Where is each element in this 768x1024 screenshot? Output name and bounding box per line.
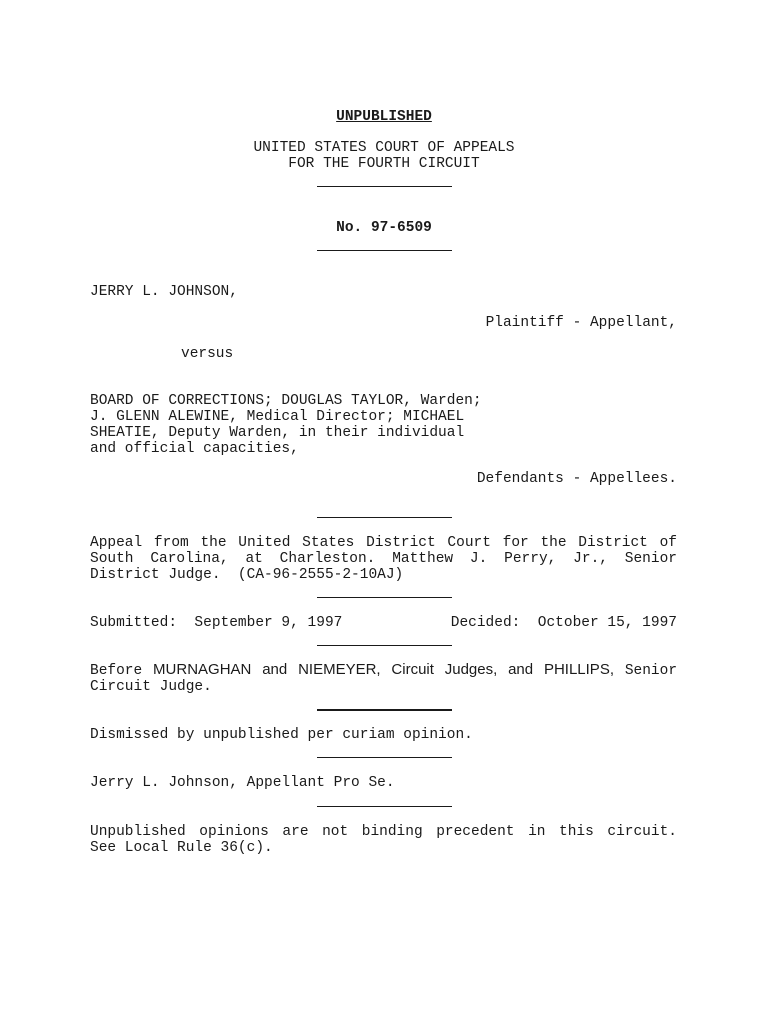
case-number: No. 97-6509 (336, 220, 432, 236)
judge-phillips: PHILLIPS, (543, 661, 614, 678)
divider-rule (317, 250, 452, 251)
divider-rule (317, 645, 452, 646)
divider-rule (317, 806, 452, 807)
divider-rule (317, 757, 452, 758)
panel-and: and (262, 661, 288, 678)
panel-circuit-judges: Circuit Judges, and (391, 661, 534, 678)
divider-rule (317, 709, 452, 711)
appeal-line1: Appeal from the United States District Court for the District of (90, 535, 677, 551)
appeal-line2: South Carolina, at Charleston. Matthew J. Perry, Jr., Senior (90, 551, 677, 567)
court-name-line1: UNITED STATES COURT OF APPEALS (253, 140, 515, 156)
plaintiff-role: Plaintiff - Appellant, (485, 315, 677, 331)
divider-rule (317, 597, 452, 598)
plaintiff-name: JERRY L. JOHNSON, (90, 284, 238, 300)
notice-line1: Unpublished opinions are not binding precedent in this circuit. (90, 824, 677, 840)
defendants-line4: and official capacities, (90, 441, 299, 457)
versus-label: versus (181, 346, 234, 362)
panel-line2: Circuit Judge. (90, 679, 212, 695)
panel-line1 (90, 662, 677, 679)
defendants-line2: J. GLENN ALEWINE, Medical Director; MICHAEL (90, 409, 465, 425)
panel-senior: Senior (624, 663, 678, 679)
defendants-line3: SHEATIE, Deputy Warden, in their individual (90, 425, 465, 441)
divider-rule (317, 186, 452, 187)
court-name-line2: FOR THE FOURTH CIRCUIT (288, 156, 480, 172)
disposition: Dismissed by unpublished per curiam opinion. (90, 727, 473, 743)
judge-murnaghan: MURNAGHAN (153, 661, 252, 678)
divider-rule (317, 517, 452, 518)
decided-date: Decided: October 15, 1997 (450, 615, 677, 631)
notice-line2: See Local Rule 36(c). (90, 840, 273, 856)
submitted-date: Submitted: September 9, 1997 (90, 615, 343, 631)
judge-niemeyer: NIEMEYER, (298, 661, 381, 678)
unpublished-heading: UNPUBLISHED (336, 109, 432, 125)
defendants-line1: BOARD OF CORRECTIONS; DOUGLAS TAYLOR, Warden; (90, 393, 482, 409)
counsel: Jerry L. Johnson, Appellant Pro Se. (90, 775, 395, 791)
defendants-role: Defendants - Appellees. (476, 471, 677, 487)
before-label: Before (90, 663, 143, 679)
appeal-line3: District Judge. (CA-96-2555-2-10AJ) (90, 567, 404, 583)
